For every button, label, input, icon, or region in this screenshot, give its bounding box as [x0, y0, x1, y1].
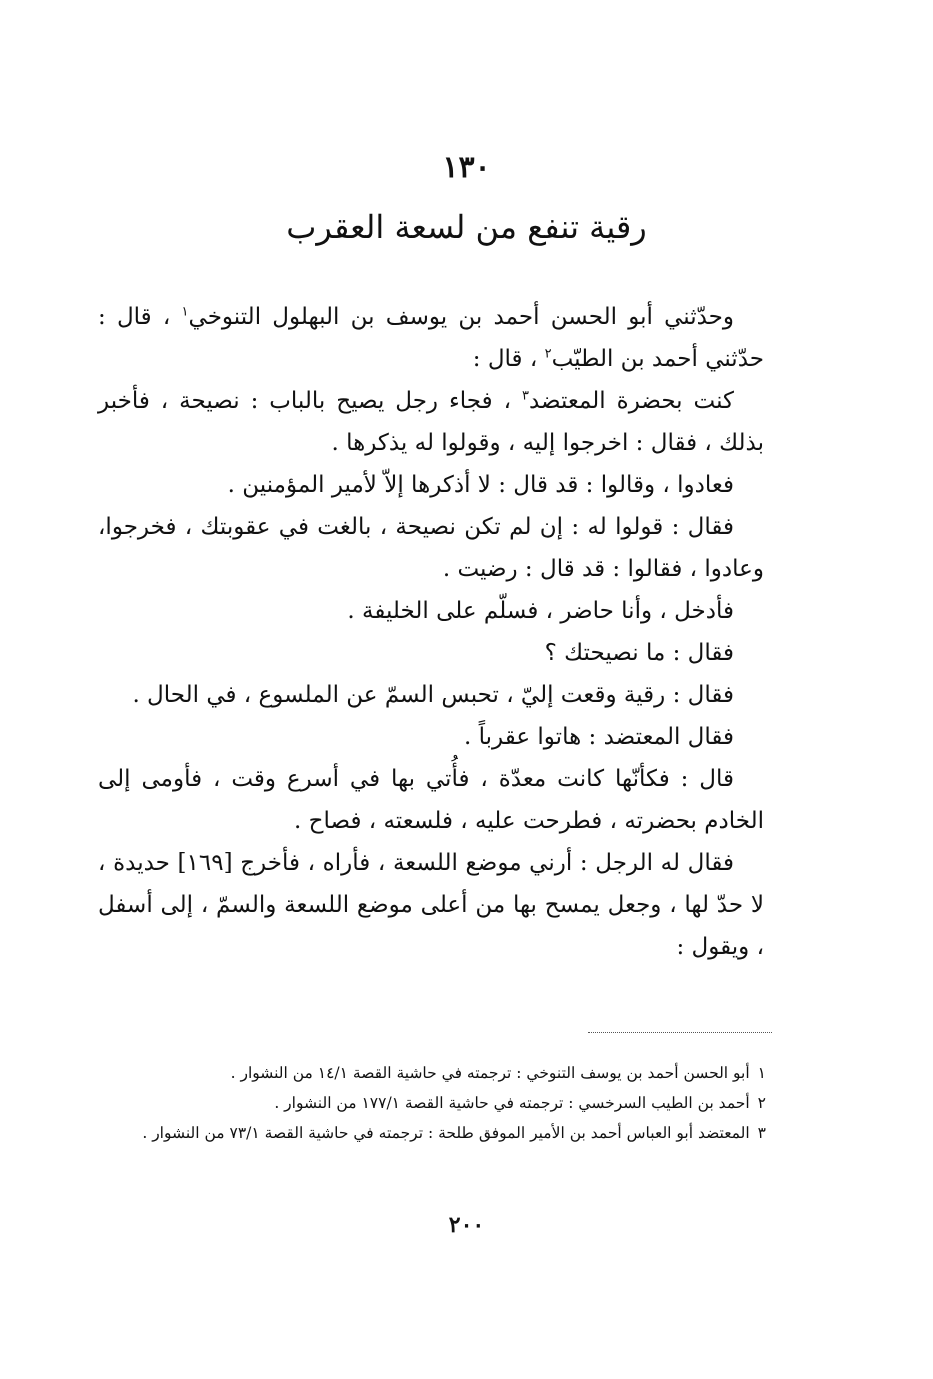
paragraph: فقال : قولوا له : إن لم تكن نصيحة ، بالغت في عقوبتك ، فخرجوا، وعادوا ، فقالوا : قد قال : رضيت .: [98, 514, 764, 582]
footnote: [130, 1120, 766, 1147]
paragraph: قال : فكأنّها كانت معدّة ، فأُتي بها في أسرع وقت ، فأومى إلى الخادم بحضرته ، فطرحت عليه ، فلسعته ، فصاح .: [98, 766, 764, 834]
footnote-divider: [588, 1032, 772, 1033]
footnote-number: ٣: [757, 1124, 766, 1142]
footnote-ref: ٢: [544, 346, 552, 362]
footnote-text: المعتضد أبو العباس أحمد بن الأمير الموفق طلحة : ترجمته في حاشية القصة ٧٣/١ من النشوار .: [142, 1124, 750, 1142]
story-number: ١٣٠: [442, 150, 491, 185]
footnote-number: ٢: [757, 1094, 766, 1112]
footnote-ref: ٣: [521, 388, 529, 404]
footnote-number: ١: [757, 1064, 766, 1082]
footnote-text: أبو الحسن أحمد بن يوسف التنوخي : ترجمته في حاشية القصة ١٤/١ من النشوار .: [230, 1064, 750, 1082]
paragraph: فقال : رقية وقعت إليّ ، تحبس السمّ عن الملسوع ، في الحال .: [132, 682, 734, 708]
story-body: [98, 296, 764, 968]
story-title: رقية تنفع من لسعة العقرب: [286, 208, 647, 246]
paragraph: فأدخل ، وأنا حاضر ، فسلّم على الخليفة .: [347, 598, 734, 624]
footnote-text: أحمد بن الطيب السرخسي : ترجمته في حاشية القصة ١٧٧/١ من النشوار .: [274, 1094, 750, 1112]
footnote: [130, 1090, 766, 1117]
page-number: ٢٠٠: [448, 1212, 485, 1238]
paragraph: وحدّثني أبو الحسن أحمد بن يوسف بن البهلول التنوخي$^١$ ، قال : حدّثني أحمد بن الطيّب$^٢$ ، قال :: [98, 304, 764, 372]
footnote-ref: ١: [181, 304, 189, 320]
paragraph: فقال : ما نصيحتك ؟: [544, 640, 734, 666]
footnotes: [130, 1060, 766, 1150]
paragraph: فقال له الرجل : أرني موضع اللسعة ، فأراه ، فأخرج [١٦٩] حديدة ، لا حدّ لها ، وجعل يمسح بها من أعلى موضع اللسعة والسمّ ، إلى أسفل ، ويقول :: [98, 850, 764, 960]
paragraph: كنت بحضرة المعتضد$^٣$ ، فجاء رجل يصيح بالباب : نصيحة ، فأخبر بذلك ، فقال : اخرجوا إليه ، وقولوا له يذكرها .: [98, 388, 764, 456]
footnote: [130, 1060, 766, 1087]
paragraph: فعادوا ، وقالوا : قد قال : لا أذكرها إلاّ لأمير المؤمنين .: [227, 472, 734, 498]
paragraph: فقال المعتضد : هاتوا عقرباً .: [464, 724, 734, 750]
